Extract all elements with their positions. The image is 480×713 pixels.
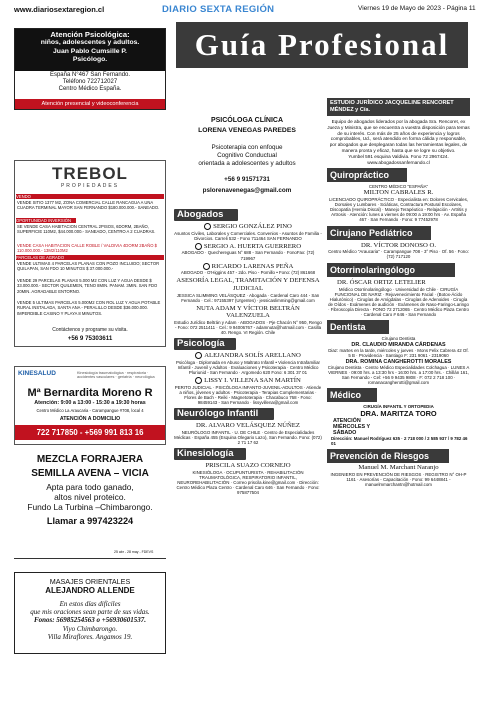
page-date: Viernes 19 de Mayo de 2023 - Página 11: [358, 5, 476, 12]
entry-details: Estudio Jurídico Beltrán y Adam · ABOGADOS · Pje Chacón N° 950, Rengo - Fono: 072 2511411 · Cel.: 9 94006767 - adamnuta@hotmail.com · Casilla 40. Rengo. VI Región. Chile: [174, 319, 322, 336]
ad-phone: Teléfono 722712027: [62, 79, 118, 86]
entry-name: DR. CLAUDIO MIRANDA CÁRDENAS: [351, 341, 446, 348]
massage-ad: [14, 572, 166, 654]
psychology-ad-body: [15, 72, 165, 94]
opening-hours: Atención: 9:00 a 13:00 - 15:30 a 19:30 horas: [34, 400, 146, 406]
phone-banner[interactable]: 722 717850 - +569 991 813 16: [15, 425, 165, 440]
entry-details: Psicóloga · Diplomada en Abuso y Maltrato Infantil • Violencia Intrafamiliar Infantil - Juvenil y Adultos · Evaluaciones y Psicoterapia · Centro Médico Pluriunid - San Fernando · Argomedo 620 Fono: 6 301 37 01: [176, 359, 320, 375]
entry-details: Cirujano Dentista · Centro Médico Especialidades Colchagua · LUNES A VIERNES · 09:00 hrs. a 13:30 hrs - 16:00 hrs. a 17:00 hrs. · Chillán 161, San Fernando - Cel: +56 9 9435 9808 · F: 072 2 718 100 · romanacangherotti@gmail.com: [327, 364, 470, 386]
ad-address: España N°467 San Fernando.: [49, 72, 131, 78]
ad-line: Juan Pablo Cumsille P.: [53, 47, 127, 55]
section-bar: OPORTUNIDAD INVERSIÓN: [16, 218, 76, 223]
entry-details: INGENIERO EN PREVENCIÓN DE RIESGOS · REGISTRO N° OH-P 1161 · Asesorías - Capacitación · Fono: 99 6448841 - manuelmmarchantn@hotmail.com: [330, 472, 467, 488]
listing-text: VENDE ULTIMAS 4 PARCELAS PLANAS CON POZO INCLUIDO; SECTOR QUILAPAN, SAN FDO 10 MINUTOS $ 37.000.000.-: [17, 261, 160, 272]
ad-line: niños, adolescentes y adultos.: [40, 39, 140, 47]
directory-entry: [174, 352, 322, 375]
kinesalud-ad: [14, 366, 166, 445]
site-url[interactable]: www.diariosextaregion.cl: [14, 5, 105, 14]
ad-line: Psicólogo.: [72, 55, 108, 63]
ad-line: Apta para todo ganado,: [46, 482, 134, 492]
entry-name: RICARDO LARENAS PEÑA: [211, 262, 294, 270]
scales-icon: [203, 263, 210, 270]
ad-line: Fundo La Turbina –Chimbarongo.: [27, 502, 153, 512]
newspaper-name: DIARIO SEXTA REGIÓN: [162, 4, 275, 15]
trebol-logo: TREBOL: [52, 164, 128, 183]
right-directory: [327, 98, 470, 487]
ad-line: En estos días difíciles: [59, 600, 121, 608]
listing-text: SE VENDE CASA HABITACION CENTRAL 2PISOS, 6DORM, 2BAÑO, SUPERFICIE 110M2, $44.000.000.- SANEADO, CENTRO A 2 CUADRAS.: [17, 224, 156, 235]
listing-text: VENDE 29 PARCELAS PLANAS 5.000 M2 CON LUZ Y AGUA DESDE $ 33.000.000.- SECTOR QUILEMEN, TENO 8MIN. PANAM. 3MIN. SAN FDO 20MIN. AGRADABLE ENTORNO.: [17, 278, 158, 294]
entry-name: SERGIO A. HUERTA GUERRERO: [203, 242, 302, 250]
entry-name: DR. ALVARO VELÁSQUEZ NÚÑEZ: [196, 422, 300, 430]
directory-entry: [174, 277, 322, 302]
ad-line: Cognitivo Conductual: [217, 152, 277, 159]
entry-details: PERITO JUDICIAL · PSICÓLOGA INFANTO-JUVENIL-ADULTOS · Atiende a niños, jóvenes y adultos · Psicoterapia - Terapias Complementarias · Flores de Bach - Reiki - Magnetoterapia · Chacabuco 768 - Fono: 98459143 - San Fernando · lissyvillena@gmail.com: [174, 384, 322, 405]
category-header-abogados: Abogados: [174, 209, 238, 221]
entry-details: Diaz: martes en la tarde, miércoles y jueves · Mons Felix Cabrera 42 Of. 5 B · Providencia · Santiago F: 231 9061 - 2319060: [328, 347, 469, 358]
entry-details: NEURÓLOGO INFANTIL · U. DE CHILE · Centro de Especialidades Médicas · España 455 (Esquina Olegario Lazo), San Fernando. Fono: (072) 2 71 17 62: [174, 429, 322, 445]
entry-center: CENTRO MÉDICO "ESPAÑA": [368, 184, 429, 190]
ad-line: Villa Miraflores. Angamos 19.: [47, 632, 133, 641]
category-header-estudio: ESTUDIO JURÍDICO JACQUELINE RENCORET MÉNDEZ y Cía.: [327, 98, 470, 116]
entry-details: Médico Otorrinolaringólogo · Universidad de Chile · CIRUGÍA FUNCIONAL DE NARIZ · Rejuvenecimiento Facial · (Botox-Ácido Hialurónico) · Cirugías de Amígdalas - Cirugías de Adenoides · Cirugía de Oídos - Exámenes de audición · Exámenes de Naso-Faringo-Laringo · Fibroscopía Directa · FONO 72 2712065 · Centro Médico Plaza Centro · Cardenal Caro # 646 - San Fernando: [328, 286, 469, 318]
ad-subtitle: ALEJANDRO ALLENDE: [45, 586, 135, 595]
practitioner-name: Mª Bernardita Moreno R: [27, 387, 153, 399]
estudio-web[interactable]: www.abogadossanfernando.cl: [367, 159, 430, 165]
estudio-phone[interactable]: Yumbel 591 esquina Valdivia. Fono 72 2967424.: [348, 153, 449, 159]
entry-details: Centro Médico "Araucaria" · Carampangue 708 - 3° Piso · Of. 56 · Fono: (72) 717120: [328, 249, 469, 260]
ad-body: [174, 144, 320, 168]
ad-title: Atención Psicológica:: [50, 30, 130, 39]
entry-name: NUTA ADAM Y VÍCTOR BELTRÁN VALENZUELA: [196, 304, 300, 320]
entry-details: LICENCIADO QUIROPRÁCTICO · Especialista en: Dolores Cervicales, Dorsales y Lumbares · Sciáticas, Contractura Postural Escolares, Discopatía (Hernia Discal) · Manejo Terapéutico - Relajación - Artritis y Artrosis · Atención: lunes a viernes de 09:00 a 19:00 hrs · Av. España 467 · San Fernando · Fono: 9 77452978: [328, 197, 469, 223]
directory-entry: [174, 422, 322, 445]
directory-entry: [174, 223, 322, 241]
directory-entry: [174, 377, 322, 405]
trebol-properties-ad: [14, 160, 166, 347]
entry-name: ASESORÍA LEGAL, TRAMITACIÓN Y DEFENSA JUDICIAL: [176, 277, 320, 292]
ad-email[interactable]: pslorenavenegas@gmail.com: [202, 187, 292, 194]
estudio-body: Equipo de abogados liderados por la abogada Sra. Rencoret, ex Jueza y Ministra, que se encuentra a vuestra disposición para temas de su interés. Con más de 25 años de experiencia y logros comprobables, Ud., será atendido en forma cálida y responsable, por abogados que desplegaran todas las herramientas legales, de manera pronta y eficaz, hasta que se logre su objetivo.: [327, 119, 470, 153]
psi-icon: [195, 352, 202, 359]
contact-line: Contáctenos y programe su visita.: [52, 327, 128, 333]
category-header-dentista: Dentista: [327, 320, 389, 334]
entry-role: Cirujano Dentista: [381, 336, 416, 342]
forage-mix-ad: [14, 452, 166, 559]
address: Centro Médico La Araucaria - Carampangue #708, local 4: [36, 408, 144, 413]
ad-subtitle: SEMILLA AVENA – VICIA: [31, 468, 149, 479]
ad-line: altos nivel proteico.: [54, 492, 126, 502]
entry-name: DRA. ROMINA CANGHEROTTI MORALES: [345, 358, 452, 365]
category-header-prevencion: Prevención de Riesgos: [327, 449, 449, 463]
listing-text: VENDE SITIO 1377 M2, ZONA COMERCIAL CALLE RANCAGUA A UNA CUADRA TERMINAL MAYOR SAN FERNANDO $180.000.000.- SANEADO.: [17, 200, 160, 211]
scales-icon: [204, 223, 211, 230]
ad-phone[interactable]: +56 9 91571731: [224, 176, 270, 183]
page-header: [0, 0, 480, 20]
ad-footer-banner: Atención presencial y videoconferencia: [15, 99, 165, 109]
category-header-kinesiologia: Kinesiología: [174, 448, 246, 460]
trebol-subtitle: PROPIEDADES: [60, 183, 120, 189]
ad-line: orientada a adolescentes y adultos: [198, 160, 296, 167]
entry-name: LISSY I. VILLENA SAN MARTÍN: [204, 377, 301, 385]
entry-name: PRISCILA SUAZO CORNEJO: [205, 461, 291, 469]
kinesalud-logo: KINESALUD: [18, 370, 56, 377]
ad-center: Centro Médico España.: [58, 86, 122, 93]
home-service-label: ATENCIÓN A DOMICILIO: [59, 416, 121, 422]
attention-days: ATENCIÓN MIÉRCOLES Y SÁBADO: [333, 418, 370, 437]
entry-role: CIRUGÍA INFANTIL Y ORTOPEDIA: [363, 404, 434, 410]
entry-name: DR. ÓSCAR ORTIZ LETELIER: [337, 279, 426, 287]
ad-line: Psicoterapia con enfoque: [211, 144, 283, 151]
ad-line: que mis oraciones sean parte de sus vidas.: [30, 608, 150, 617]
entry-name: DRA. MARITZA TORO: [360, 409, 437, 419]
entry-name: ALEJANDRA SOLÍS ARELLANO: [204, 352, 301, 360]
ad-title: PSICÓLOGA CLÍNICA: [210, 117, 284, 124]
category-header-neurologo: Neurólogo Infantil: [174, 408, 274, 420]
ad-body: [15, 600, 165, 641]
listing-text: VENDE 5 ULTIMAS PARCELAS 5.000M2 CON ROL LUZ Y AGUA POTABLE RURAL INSTALADA, SANTA ANA - PERALILLO DESDE $36.000.000. IMPERDIBLE CASINO Y PLAYA 8 MINUTOS.: [17, 300, 161, 316]
ad-title: MASAJES ORIENTALES: [49, 577, 131, 586]
entry-name: Manuel M. Marchant Naranjo: [358, 464, 439, 472]
psychology-ad: [14, 28, 166, 110]
contact-phone[interactable]: +56 9 75303611: [67, 335, 113, 342]
entry-details: KINESIÓLOGA · OCUPUNTURISTA · REHABILITACIÓN TRAUMATOLÓGICA, RESPIRATORIO INFANTIL, NEUROREHABILITACIÓN · Correo priscila.kine@gmail.com · Dirección: Centro Médico Plaza Centro · Cardenal Caro 646 · San Fernando · Fono: 975877504: [176, 469, 320, 495]
category-header-otorrino: Otorrinolaringólogo: [327, 263, 455, 277]
middle-directory: [174, 209, 322, 495]
ad-body: [14, 482, 166, 512]
kinesalud-tagline: Kinesiología traumatológica · respiratoria · accidentes vasculares · geriatría · neurológica: [77, 371, 155, 380]
entry-name: SERGIO GONZÁLEZ PINO: [213, 223, 292, 231]
directory-entry: [174, 305, 322, 335]
section-bar: PARCELAS DE AGRADO: [16, 255, 164, 260]
scales-icon: [195, 243, 202, 250]
run-dates: 25 abr - 28 may - FDEVS: [114, 550, 154, 554]
entry-name: MILTON CABRALES R.: [363, 189, 434, 197]
entry-details: ABOGADO · Quechereguas N° 688 - San Fernando · FonoFax: (72) 719967: [181, 250, 315, 261]
section-bar: VENDO: [16, 194, 164, 199]
psychology-ad-header: [15, 29, 165, 71]
category-header-cirujano: Cirujano Pediátrico: [327, 226, 431, 240]
directory-entry: [174, 243, 322, 261]
entry-details: Asuntos Civiles, Laborales y Comerciales. Convenios - Asuntos de Familia - Divorcios. Carreli 532 - Fono 711464 SAN FERNANDO: [174, 230, 322, 241]
entry-name: DR. VÍCTOR DONOSO O.: [361, 241, 436, 249]
section-title: Guía Profesional: [176, 22, 468, 68]
ad-title: MEZCLA FORRAJERA: [36, 454, 144, 465]
divider: [14, 558, 166, 559]
entry-details: JESSICA SLIMMING VELÁSQUEZ · Abogada · Cardenal Caro 444 - San Fernando · Cel.: 97155397 (Urgentes) · jessicaslimming@gmail.com: [176, 292, 320, 303]
ad-name: LORENA VENEGAS PAREDES: [198, 127, 296, 134]
directory-entry: [174, 462, 322, 495]
category-header-psicologia: Psicología: [174, 338, 236, 350]
ad-line: Viyo Chimbarongo.: [62, 624, 118, 633]
entry-details: ABOGADO · O'Higgins 457 - 2do. Piso - Pomillo • Fono: (72) 861668: [180, 270, 316, 276]
category-header-quiropractico: Quiropráctico: [327, 168, 407, 182]
ad-phone[interactable]: Fonos: 56985254563 o +56930601537.: [33, 616, 147, 625]
psi-icon: [195, 377, 202, 384]
entry-details: Dirección: Manuel Rodríguez 635 · 2 718 000 / 2 585 937 / 9 782 46 01: [331, 436, 468, 447]
directory-entry: [174, 263, 322, 276]
category-header-medico: Médico: [327, 388, 377, 402]
call-to-action[interactable]: Llamar a 997423224: [46, 516, 134, 526]
listing-text: VENDE CASA HABITACION CALLE ROBLE / VALDIVIA 4DORM 2BAÑO $ 110.000.000.- 13M2/110M2: [17, 243, 157, 254]
